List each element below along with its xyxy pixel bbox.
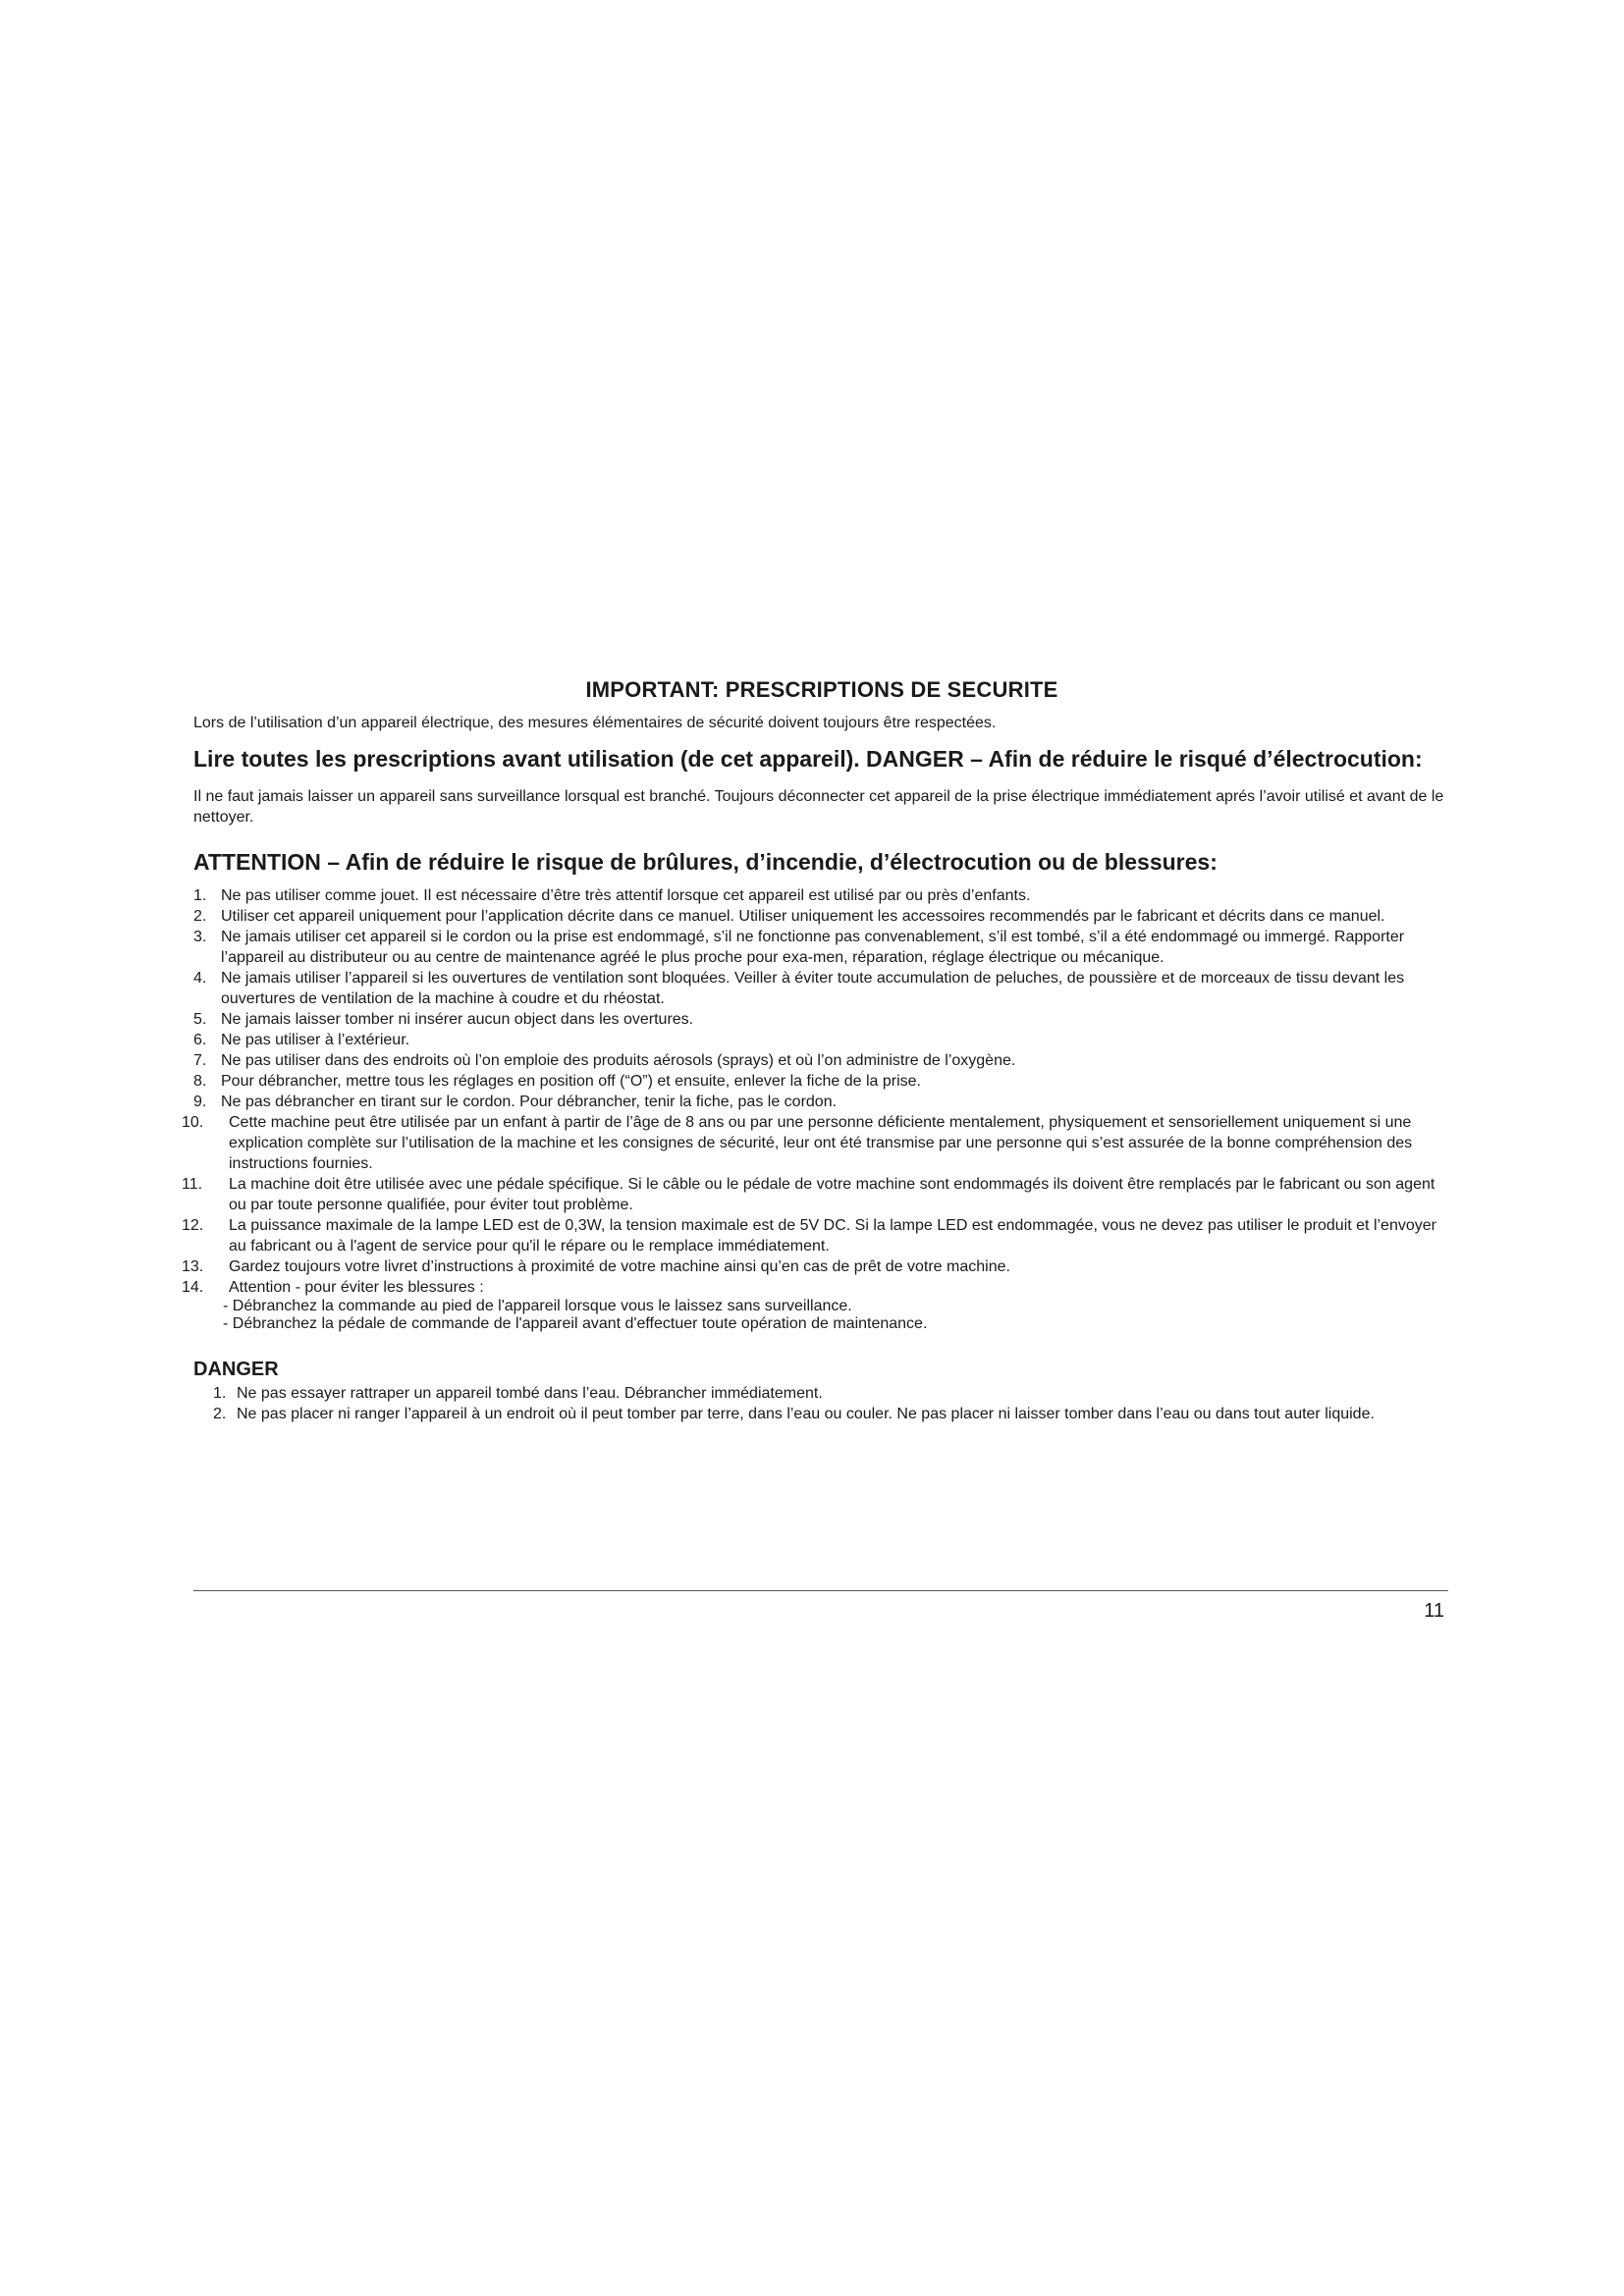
item-number: 3.: [193, 929, 207, 945]
attention-heading: ATTENTION – Afin de réduire le risque de brûlures, d’incendie, d’électrocution ou de blessures:: [193, 849, 1218, 875]
item-number: 8.: [193, 1073, 207, 1090]
list-item: [193, 906, 1450, 927]
item-text: Pour débrancher, mettre tous les réglages en position off (“O”) et ensuite, enlever la fiche de la prise.: [221, 1073, 921, 1090]
item-text: Ne jamais utiliser l’appareil si les ouvertures de ventilation sont bloquées. Veiller à éviter toute accumulation de peluches, de poussière et de morceaux de tissu devant les ouvertures de ventilation de la machine à coudre et du rhéostat.: [221, 970, 1405, 1007]
item-text: Utiliser cet appareil uniquement pour l’application décrite dans ce manuel. Utiliser uniquement les accessoires recommendés par le fabricant et décrits dans ce manuel.: [221, 908, 1385, 925]
item-number: 12.: [182, 1217, 204, 1234]
safety-page: [182, 677, 1450, 1424]
item-number: 1.: [193, 887, 207, 904]
item-number: 5.: [193, 1011, 207, 1028]
list-item: [193, 1050, 1450, 1071]
item-number: 11.: [182, 1176, 203, 1193]
page-title: IMPORTANT: PRESCRIPTIONS DE SECURITE: [585, 677, 1058, 702]
list-item: [182, 1174, 1450, 1215]
item-number: 10.: [182, 1114, 204, 1131]
sub-item: - Débranchez la commande au pied de l'appareil lorsque vous le laissez sans surveillance.: [223, 1298, 852, 1314]
item-text: La puissance maximale de la lampe LED est de 0,3W, la tension maximale est de 5V DC. Si la lampe LED est endommagée, vous ne devez pas utiliser le produit et l’envoyer au fabricant ou à l'agent de service pour qu'il le répare ou le remplace immédiatement.: [229, 1217, 1436, 1255]
item-text: Gardez toujours votre livret d’instructions à proximité de votre machine ainsi qu’en cas de prêt de votre machine.: [229, 1258, 1010, 1275]
read-all-heading: Lire toutes les prescriptions avant utilisation (de cet appareil). DANGER – Afin de réduire le risqué d’électrocution:: [193, 746, 1423, 772]
list-item: [182, 1256, 1450, 1277]
item-text: Ne pas débrancher en tirant sur le cordon. Pour débrancher, tenir la fiche, pas le cordon.: [221, 1094, 838, 1110]
intro-text: Lors de l’utilisation d’un appareil électrique, des mesures élémentaires de sécurité doivent toujours être respectées.: [193, 715, 997, 731]
item-text: Ne pas utiliser à l’extérieur.: [221, 1032, 410, 1048]
item-text: Ne pas utiliser comme jouet. Il est nécessaire d’être très attentif lorsque cet appareil est utilisé par ou près d’enfants.: [221, 887, 1031, 904]
item-text: Attention - pour éviter les blessures :: [229, 1279, 484, 1296]
list-item: [193, 885, 1450, 906]
item-text: Ne jamais laisser tomber ni insérer aucun object dans les overtures.: [221, 1011, 694, 1028]
sub-item: - Débranchez la pédale de commande de l'appareil avant d'effectuer toute opération de maintenance.: [223, 1315, 928, 1332]
item-number: 9.: [193, 1094, 207, 1110]
item-number: 14.: [182, 1279, 204, 1296]
item-text: Cette machine peut être utilisée par un enfant à partir de l’âge de 8 ans ou par une personne déficiente mentalement, physiquement et sensoriellement uniquement si une explication complète sur l’utilisation de la machine et les consignes de sécurité, leur ont été transmise par une personne qui s’est assurée de la bonne compréhension des instructions fournies.: [229, 1114, 1413, 1172]
list-item: [193, 1030, 1450, 1050]
danger-heading: DANGER: [193, 1359, 279, 1380]
item-number: 4.: [193, 970, 207, 987]
list-item: [193, 1092, 1450, 1112]
list-item: [182, 1112, 1450, 1174]
safety-list: [182, 885, 1450, 1298]
list-item: [193, 1009, 1450, 1030]
item-number: 7.: [193, 1052, 207, 1069]
list-item: [193, 1404, 1450, 1424]
item-number: 2.: [213, 1406, 227, 1422]
footer-divider: [193, 1590, 1448, 1591]
danger-list: [193, 1383, 1450, 1424]
item-number: 2.: [193, 908, 207, 925]
list-item: [193, 927, 1450, 968]
item-text: Ne pas essayer rattraper un appareil tombé dans l’eau. Débrancher immédiatement.: [237, 1385, 823, 1402]
page-number: 11: [1424, 1600, 1444, 1622]
list-item: [193, 968, 1450, 1009]
list-item: [193, 1071, 1450, 1092]
item-number: 1.: [213, 1385, 227, 1402]
list-item: [193, 1383, 1450, 1404]
item-number: 6.: [193, 1032, 207, 1048]
item-text: Ne pas utiliser dans des endroits où l’on emploie des produits aérosols (sprays) et où l’on administre de l’oxygène.: [221, 1052, 1016, 1069]
danger-paragraph: Il ne faut jamais laisser un appareil sans surveillance lorsqual est branché. Toujours déconnecter cet appareil de la prise électrique immédiatement aprés l’avoir utilisé et avant de le nettoyer.: [193, 788, 1444, 826]
item-number: 13.: [182, 1258, 204, 1275]
list-item: [182, 1277, 1450, 1298]
list-item: [182, 1215, 1450, 1256]
item-text: Ne jamais utiliser cet appareil si le cordon ou la prise est endommagé, s’il ne fonctionne pas convenablement, s’il est tombé, s’il a été endommagé ou immergé. Rapporter l’appareil au distributeur ou au centre de maintenance agréé le plus proche pour exa-men, réparation, réglage électrique ou mécanique.: [221, 929, 1405, 966]
item-text: La machine doit être utilisée avec une pédale spécifique. Si le câble ou le pédale de votre machine sont endommagés ils doivent être remplacés par le fabricant ou son agent ou par toute personne qualifiée, pour éviter tout problème.: [229, 1176, 1435, 1213]
item-text: Ne pas placer ni ranger l’appareil à un endroit où il peut tomber par terre, dans l’eau ou couler. Ne pas placer ni laisser tomber dans l’eau ou dans tout auter liquide.: [237, 1406, 1375, 1422]
